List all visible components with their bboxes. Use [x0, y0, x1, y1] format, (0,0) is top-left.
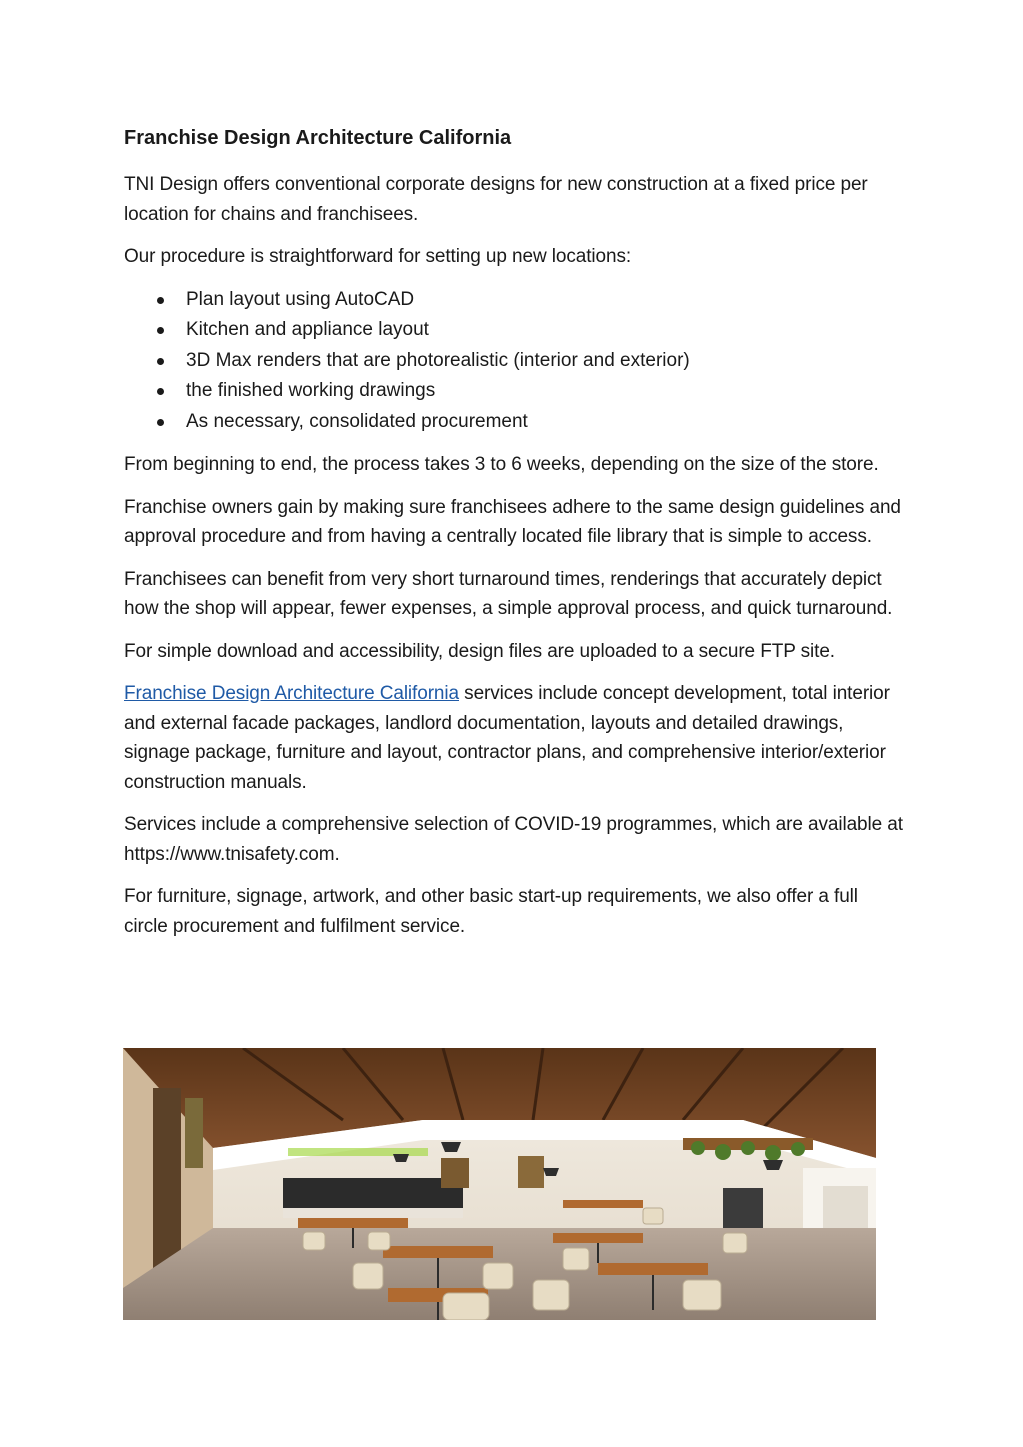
- procedure-list: [124, 285, 904, 438]
- bullet-icon: [157, 388, 164, 395]
- ftp-paragraph: For simple download and accessibility, design files are uploaded to a secure FTP site.: [124, 640, 835, 662]
- timeline-paragraph: From beginning to end, the process takes 3 to 6 weeks, depending on the size of the store.: [124, 454, 879, 475]
- list-item: As necessary, consolidated procurement: [186, 407, 904, 438]
- services-link[interactable]: Franchise Design Architecture California: [124, 683, 459, 704]
- list-item: the finished working drawings: [186, 376, 904, 407]
- document-page: [124, 124, 904, 954]
- services-paragraph: [124, 679, 904, 797]
- list-item: Kitchen and appliance layout: [186, 315, 904, 346]
- page-title: Franchise Design Architecture California: [124, 127, 512, 149]
- list-item: Plan layout using AutoCAD: [186, 285, 904, 316]
- owners-benefit-paragraph: Franchise owners gain by making sure franchisees adhere to the same design guidelines and approval procedure and from having a centrally located file library that is simple to access.: [124, 496, 901, 547]
- restaurant-interior-render: [123, 1048, 876, 1320]
- interior-illustration: [123, 1048, 876, 1320]
- bullet-icon: [157, 419, 164, 426]
- procurement-paragraph: For furniture, signage, artwork, and other basic start-up requirements, we also offer a full circle procurement and fulfilment service.: [124, 886, 858, 937]
- bullet-icon: [157, 358, 164, 365]
- franchisee-benefit-paragraph: Franchisees can benefit from very short turnaround times, renderings that accurately depict how the shop will appear, fewer expenses, a simple approval process, and quick turnaround.: [124, 568, 893, 619]
- bullet-icon: [157, 327, 164, 334]
- procedure-lead: Our procedure is straightforward for setting up new locations:: [124, 246, 632, 267]
- covid-paragraph: Services include a comprehensive selection of COVID-19 programmes, which are available at https://www.tnisafety.com.: [124, 814, 903, 865]
- services-text: services include concept development, total interior and external facade packages, landlord documentation, layouts and detailed drawings, signage package, furniture and layout, contractor plans, and comprehensive interior/exterior construction manuals.: [124, 683, 890, 793]
- intro-paragraph: TNI Design offers conventional corporate designs for new construction at a fixed price per location for chains and franchisees.: [124, 174, 868, 225]
- list-item: 3D Max renders that are photorealistic (interior and exterior): [186, 346, 904, 377]
- bullet-icon: [157, 297, 164, 304]
